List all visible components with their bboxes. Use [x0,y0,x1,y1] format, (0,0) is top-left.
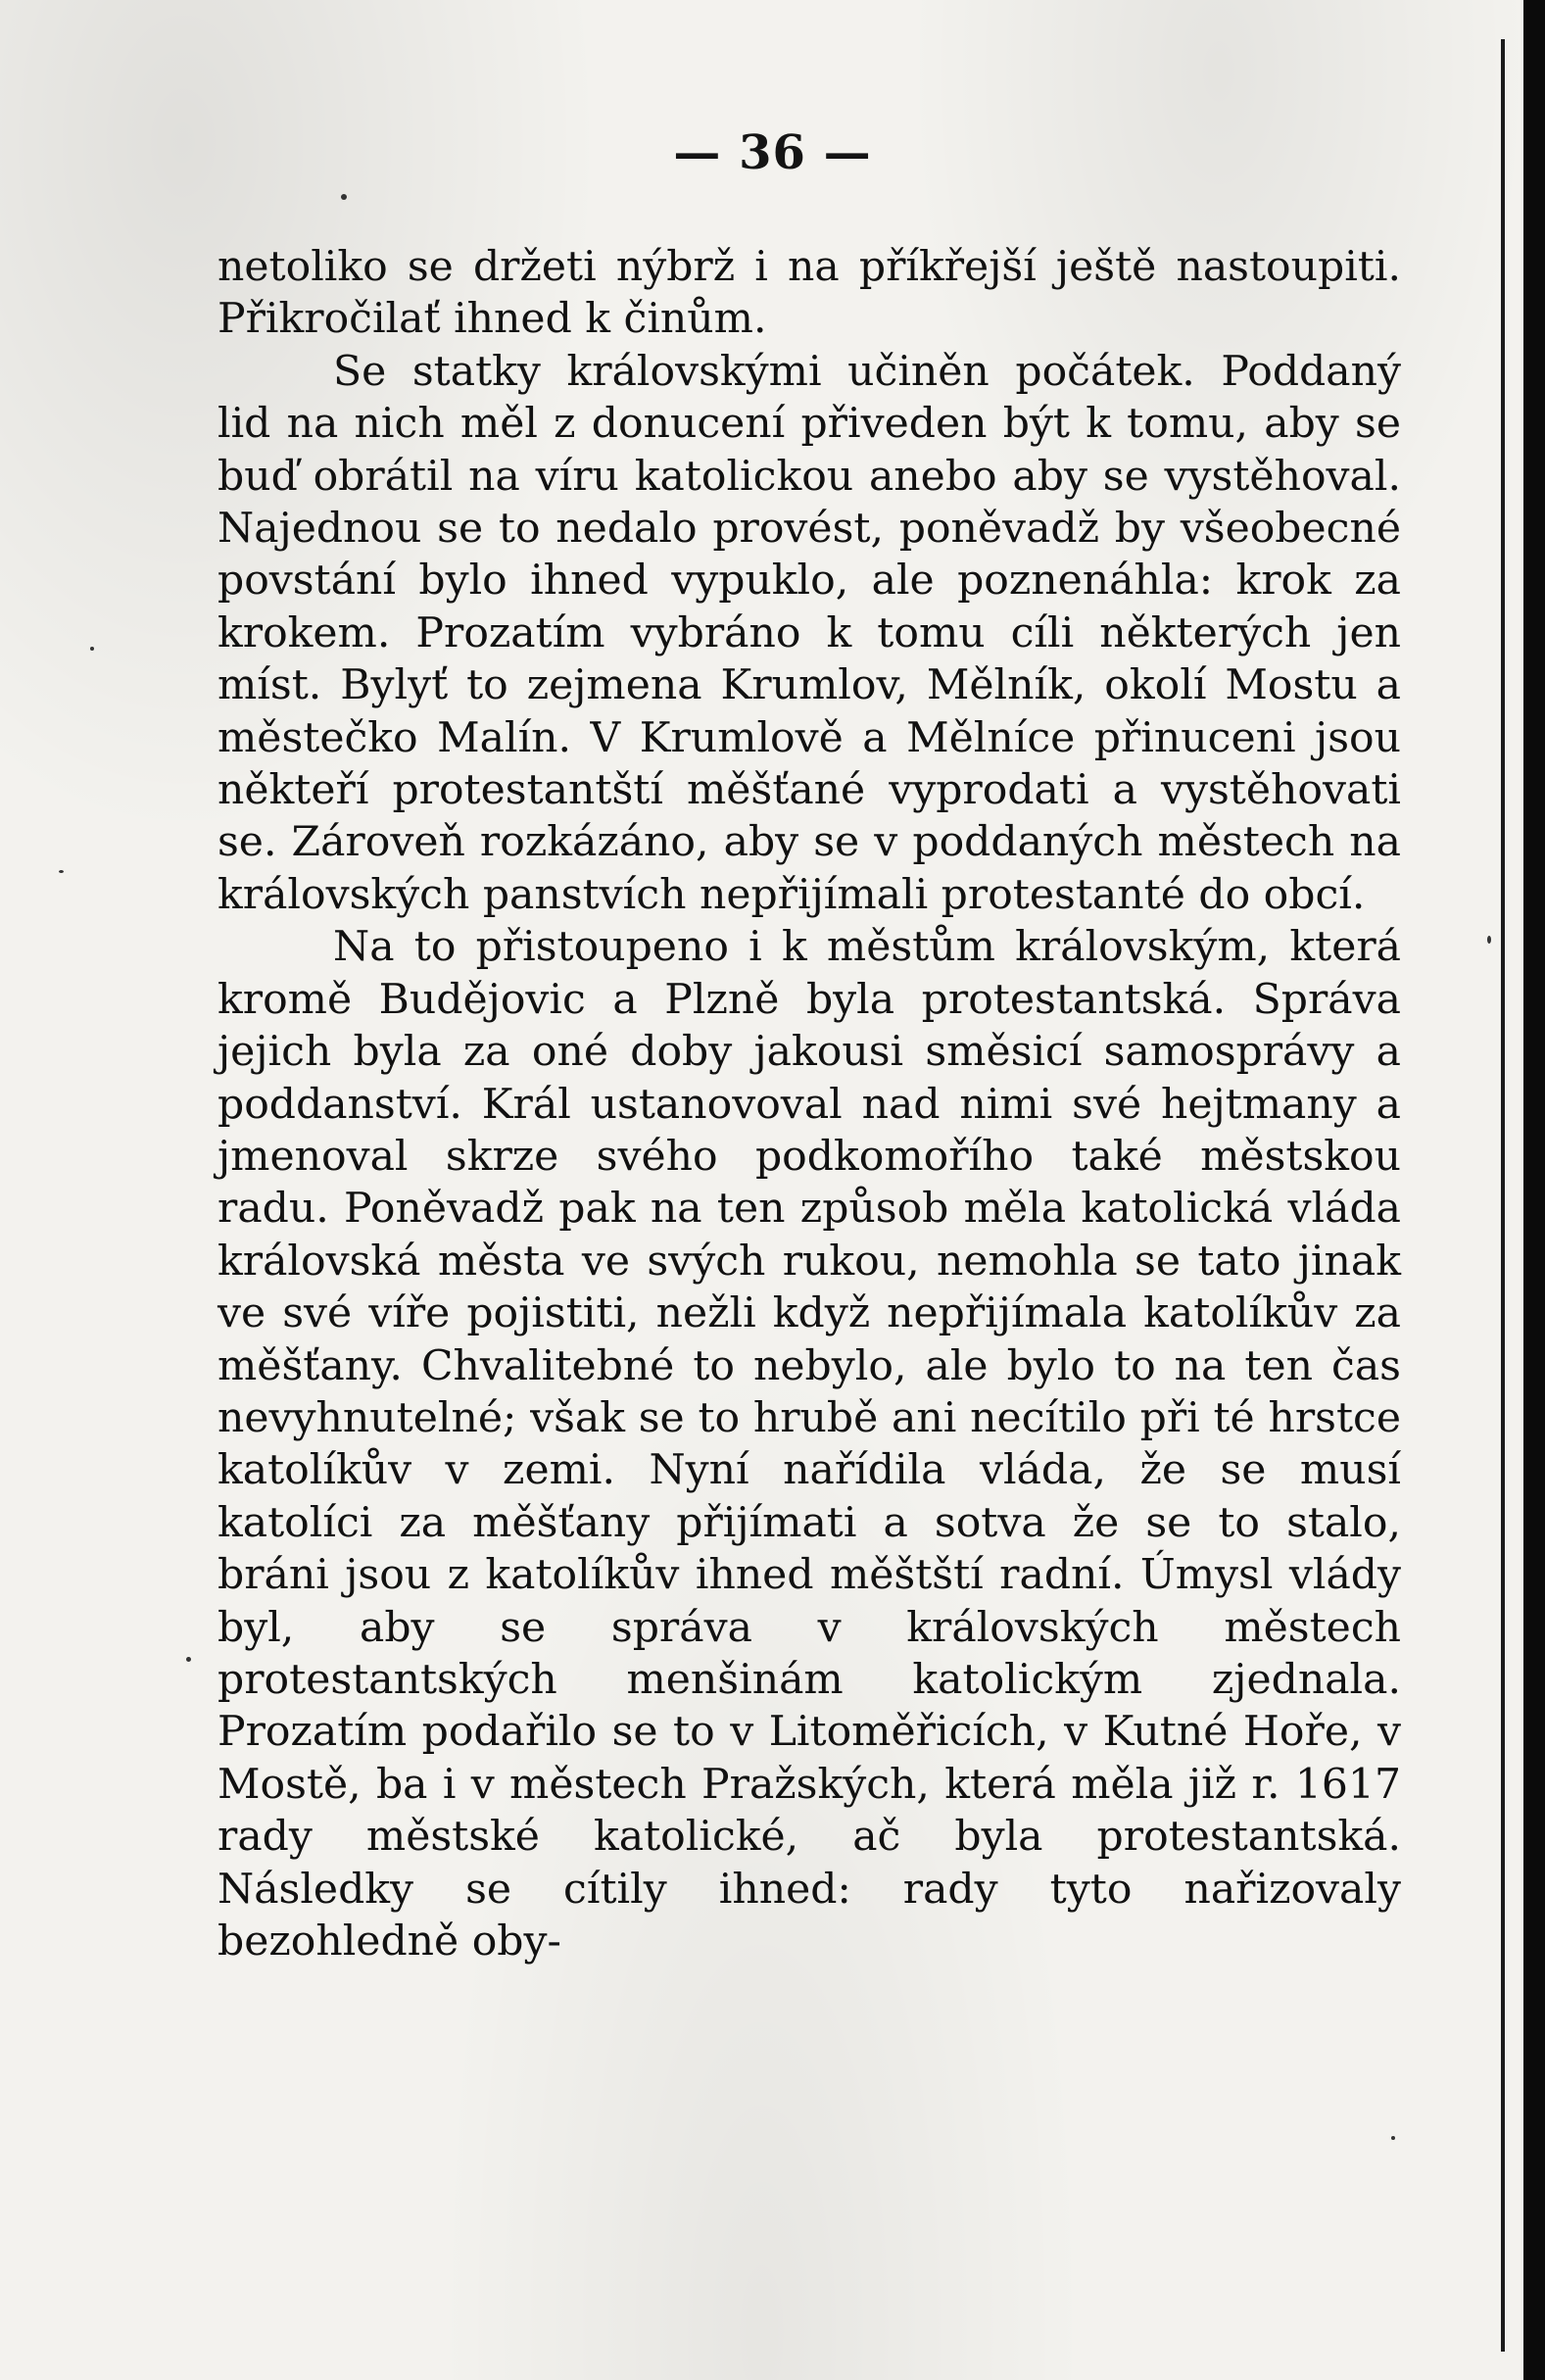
scan-border [1523,0,1545,2380]
paragraph-3: Na to přistoupeno i k městům královským, která kromě Budějovic a Plzně byla protestantská. Správa jejich byla za oné doby jakousi směsicí samosprávy a poddanství. Král ustanovoval nad nimi své hejtmany a jmenoval skrze svého podkomořího také městskou radu. Poněvadž pak na ten způsob měla katolická vláda královská města ve svých rukou, nemohla se tato jinak ve své víře pojistiti, nežli když nepřijímala katolíkův za měšťany. Chvalitebné to nebylo, ale bylo to na ten čas nevyhnutelné; však se to hrubě ani necítilo při té hrstce katolíkův v zemi. Nyní nařídila vláda, že se musí katolíci za měšťany přijímati a sotva že se to stalo, bráni jsou z katolíkův ihned měštští radní. Úmysl vlády byl, aby se správa v královských městech protestantských menšinám katolickým zjednala. Prozatím podařilo se to v Litoměřicích, v Kutné Hoře, v Mostě, ba i v městech Pražských, která měla již r. 1617 rady městské katolické, ač byla protestantská. Následky se cítily ihned: rady tyto nařizovaly bezohledně oby- [217,923,1401,1966]
paper-speck [186,1657,191,1662]
body-text [217,241,1401,1967]
paper-speck [1487,936,1491,944]
page-number: — 36 — [673,125,872,180]
paper-speck [59,870,64,873]
page-edge-line [1501,39,1505,2352]
paper-speck [341,194,347,200]
paragraph-1: netoliko se držeti nýbrž i na příkřejší ještě nastoupiti. Přikročilať ihned k činům. [217,243,1401,344]
paper-speck [90,647,94,651]
paper-speck [1391,2136,1395,2140]
paragraph-2: Se statky královskými učiněn počátek. Poddaný lid na nich měl z donucení přiveden být k tomu, aby se buď obrátil na víru katolickou anebo aby se vystěhoval. Najednou se to nedalo provést, poněvadž by všeobecné povstání bylo ihned vypuklo, ale poznenáhla: krok za krokem. Prozatím vybráno k tomu cíli některých jen míst. Bylyť to zejmena Krumlov, Mělník, okolí Mostu a městečko Malín. V Krumlově a Mělníce přinuceni jsou někteří protestantští měšťané vyprodati a vystěhovati se. Zároveň rozkázáno, aby se v poddaných městech na královských panstvích nepřijímali protestanté do obcí. [217,347,1401,919]
